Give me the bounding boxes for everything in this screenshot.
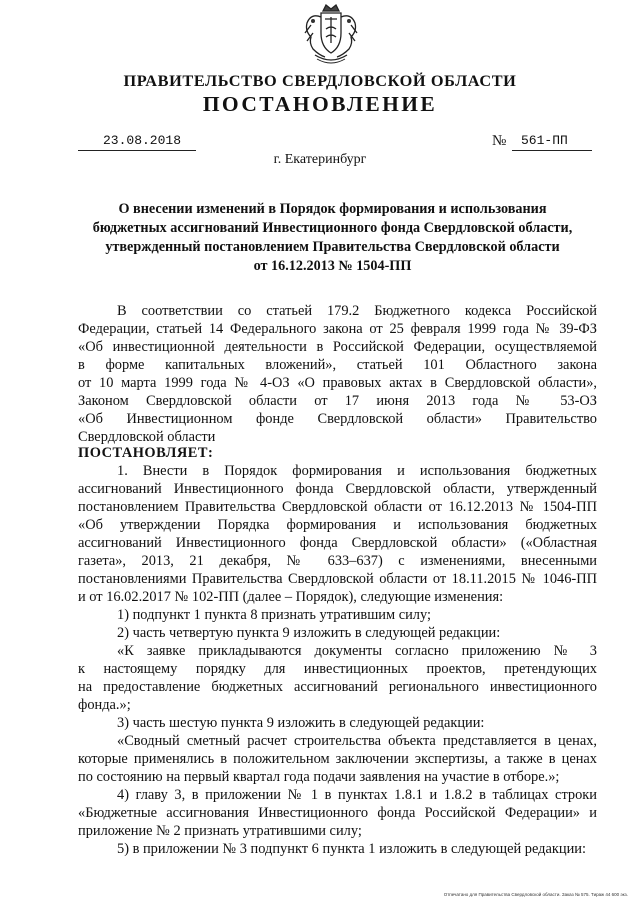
body-line: в форме капитальных вложений», статьей 101 Областного закона: [78, 357, 597, 373]
body-line: которые применялись в положительном заключении экспертизы, а также в ценах: [78, 751, 597, 767]
body-line: на предоставление бюджетных ассигнований регионального инвестиционного: [78, 679, 597, 695]
document-number: 561-ПП: [521, 133, 568, 148]
body-line: Законом Свердловской области от 17 июня 2013 года № 53-ОЗ: [78, 393, 597, 409]
body-line: «Об инвестиционной деятельности в Российской Федерации, осуществляемой: [78, 339, 597, 355]
government-name: ПРАВИТЕЛЬСТВО СВЕРДЛОВСКОЙ ОБЛАСТИ: [123, 71, 517, 90]
date-underline: [78, 150, 196, 151]
body-line: ассигнований Инвестиционного фонда Свердловской области» («Областная: [78, 535, 597, 551]
body-line: «К заявке прикладываются документы согласно приложению № 3: [117, 643, 597, 659]
number-underline: [512, 150, 592, 151]
body-line: ассигнований Инвестиционного фонда Свердловской области, утвержденный: [78, 481, 597, 497]
body-line: «Сводный сметный расчет строительства объекта представляется в ценах,: [117, 733, 597, 749]
body-line: «Об утверждении Порядка формирования и использования бюджетных: [78, 517, 597, 533]
city: г. Екатеринбург: [273, 152, 367, 167]
document-kind: ПОСТАНОВЛЕНИЕ: [202, 92, 438, 116]
document-date: 23.08.2018: [103, 133, 182, 148]
title-line: бюджетных ассигнований Инвестиционного фонда Свердловской области,: [92, 220, 573, 236]
body-line: «Об Инвестиционном фонде Свердловской области» Правительство: [78, 411, 597, 427]
body-line: постановлениями Правительства Свердловской области от 18.11.2015 № 1046-ПП: [78, 571, 597, 587]
body-line: 5) в приложении № 3 подпункт 6 пункта 1 изложить в следующей редакции:: [117, 841, 586, 857]
body-line: к настоящему порядку для инвестиционных проектов, претендующих: [78, 661, 597, 677]
body-line: 1) подпункт 1 пункта 8 признать утратившим силу;: [117, 607, 431, 623]
coat-of-arms-emblem-icon: [301, 3, 361, 65]
body-line: газета», 2013, 21 декабря, № 633–637) с изменениями, внесенными: [78, 553, 597, 569]
body-line: приложение № 2 признать утратившими силу;: [78, 823, 362, 839]
body-line: Федерации, статьей 14 Федерального закона от 25 февраля 1999 года № 39-ФЗ: [78, 321, 597, 337]
title-line: О внесении изменений в Порядок формирования и использования: [118, 201, 547, 217]
body-line: фонда.»;: [78, 697, 131, 713]
body-line: В соответствии со статьей 179.2 Бюджетного кодекса Российской: [117, 303, 597, 319]
body-line: постановлением Правительства Свердловской области от 16.12.2013 № 1504-ПП: [78, 499, 597, 515]
body-line: по состоянию на первый квартал года подачи заявления на участие в отборе.»;: [78, 769, 560, 785]
body-line: и от 16.02.2017 № 102-ПП (далее – Порядок), следующие изменения:: [78, 589, 504, 605]
body-line: Свердловской области: [78, 429, 216, 445]
resolves-heading: ПОСТАНОВЛЯЕТ:: [78, 445, 214, 461]
number-sign: №: [492, 133, 507, 149]
title-line: от 16.12.2013 № 1504-ПП: [253, 258, 412, 274]
body-line: 4) главу 3, в приложении № 1 в пунктах 1.8.1 и 1.8.2 в таблицах строки: [117, 787, 597, 803]
body-line: от 10 марта 1999 года № 4-ОЗ «О правовых актах в Свердловской области»,: [78, 375, 597, 391]
print-footer: Отпечатано для Правительства Свердловской области. Заказ № 575. Тираж 44 600 экз.: [443, 892, 628, 897]
body-line: 1. Внести в Порядок формирования и использования бюджетных: [117, 463, 597, 479]
body-line: 3) часть шестую пункта 9 изложить в следующей редакции:: [117, 715, 485, 731]
body-line: «Бюджетные ассигнования Инвестиционного фонда Российской Федерации» и: [78, 805, 597, 821]
document-title: [70, 200, 595, 276]
title-line: утвержденный постановлением Правительства Свердловской области: [105, 239, 560, 255]
body-line: 2) часть четвертую пункта 9 изложить в следующей редакции:: [117, 625, 501, 641]
